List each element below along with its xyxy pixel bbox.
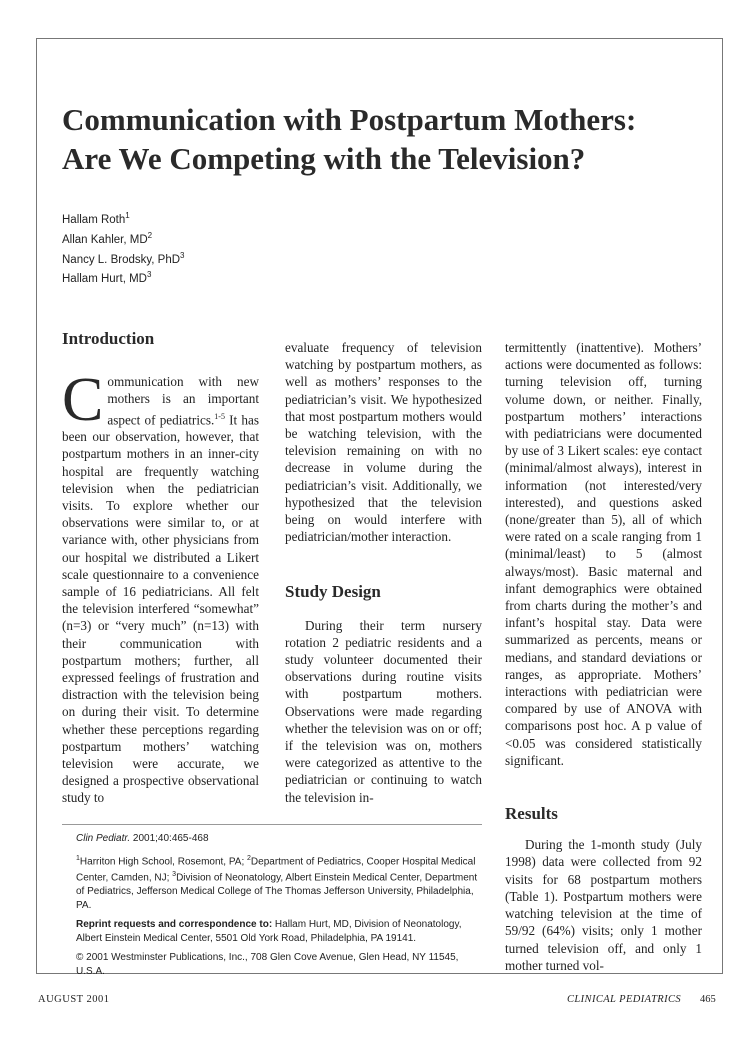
author-list: [62, 208, 184, 287]
author: Hallam Roth$^1$: [62, 211, 130, 226]
footer-date: AUGUST 2001: [38, 994, 110, 1005]
article-footnote: [62, 824, 482, 984]
author: Hallam Hurt, $MD^3$: [62, 270, 152, 286]
citation: Clin Pediatr. 2001;40:465-468: [76, 833, 209, 844]
author: Allan Kahler, $MD^2$: [62, 230, 153, 246]
title-line-2: Are We Competing with the Television?: [62, 141, 586, 176]
author: Nancy L. Brodsky, PhD$^3$: [62, 250, 185, 266]
results-paragraph: During the 1-month study (July 1998) data were collected from 92 visits for 68 postpartum mothers (Table 1). Postpartum mothers were watching television at the time of 59/92 (64%) visits; only 1 mother turned television off, and only 1 mother turned vol-: [505, 837, 702, 973]
introduction-continued: evaluate frequency of television watching by postpartum mothers, as well as mothers’ responses to the pediatrician’s visit. We hypothesized that most postpartum mothers would be watching television, with the television remaining on with no decrease in volume during the pediatrician’s visit. Additionally, we hypothesized that the television being on would interfere with pediatrician/mother interaction.: [285, 340, 482, 545]
copyright: © 2001 Westminster Publications, Inc., 708 Glen Cove Avenue, Glen Head, NY 11545, U.S.A.: [76, 952, 459, 977]
reference-marker: 1-5: [214, 411, 225, 421]
results-heading: Results: [505, 804, 558, 824]
column-1: [62, 330, 259, 807]
footer-journal: CLINICAL PEDIATRICS: [567, 994, 682, 1005]
page-number: 465: [700, 994, 716, 1005]
article-title: [62, 100, 702, 178]
introduction-heading: Introduction: [62, 329, 155, 348]
column-3: [505, 339, 702, 974]
study-design-continued: termittently (inattentive). Mothers’ actions were documented as follows: turning television off, turning volume down, or neither. Finally, postpartum mothers’ interactions with pediatricians were documented by use of 3 Likert scales: eye contact (minimal/almost always), interest in information (not interested/very interested), and questions asked (none/greater than 5), all of which were rated on a scale ranging from 1 (minimal/least) to 5 (almost always/most). Basic maternal and infant demographics were obtained from charts during the mother’s and infant’s hospital stay. Data were summarized as percents, means or medians, and standard deviations or ranges, as appropriate. Mothers’ interactions with pediatrician were compared by use of ANOVA with comparisons post hoc. A p value of <0.05 was considered statistically significant.: [505, 340, 702, 768]
drop-cap: C: [62, 366, 104, 435]
title-line-1: Communication with Postpartum Mothers:: [62, 102, 637, 137]
affiliations: $^1$Harriton High School, Rosemont, PA; $^2$Department of Pediatrics, Cooper Hospital Medical Center, Camden, NJ; $^3$Division of Neonatology, Albert Einstein Medical Center, Department of Pediatrics, Jefferson Medical College of The Thomas Jefferson University, Philadelphia, PA.: [76, 854, 478, 911]
introduction-paragraph: Communication with new mothers is an important aspect of pediatrics.$^{1-5}$ It has been our observation, however, that postpartum mothers in an inner-city hospital are frequently watching television when the pediatrician visits. To explore whether our observations were similar to, or at variance with, other physicians from our hospital we distributed a Likert scale questionnaire to a convenience sample of 16 pediatricians. All felt the television interfered “somewhat” (n=3) or “very much” (n=13) with their communication with postpartum mothers; further, all expressed feelings of frustration and distraction with the television being on during their visit. To determine whether these perceptions regarding postpartum mothers’ watching television were accurate, we designed a prospective observational study to: [62, 366, 260, 806]
reprint-info: Reprint requests and correspondence to: Hallam Hurt, MD, Division of Neonatology, Albert Einstein Medical Center, 5501 Old York Road, Philadelphia, PA 19141.: [76, 919, 462, 944]
study-design-heading: Study Design: [285, 582, 381, 602]
column-2: [285, 339, 482, 806]
study-design-paragraph: During their term nursery rotation 2 pediatric residents and a study volunteer documented their observations during routine visits with postpartum mothers. Observations were made regarding whether the television was on or off; if the television was on, mothers were categorized as attentive to the pediatrician or continuing to watch the television in-: [285, 617, 482, 805]
